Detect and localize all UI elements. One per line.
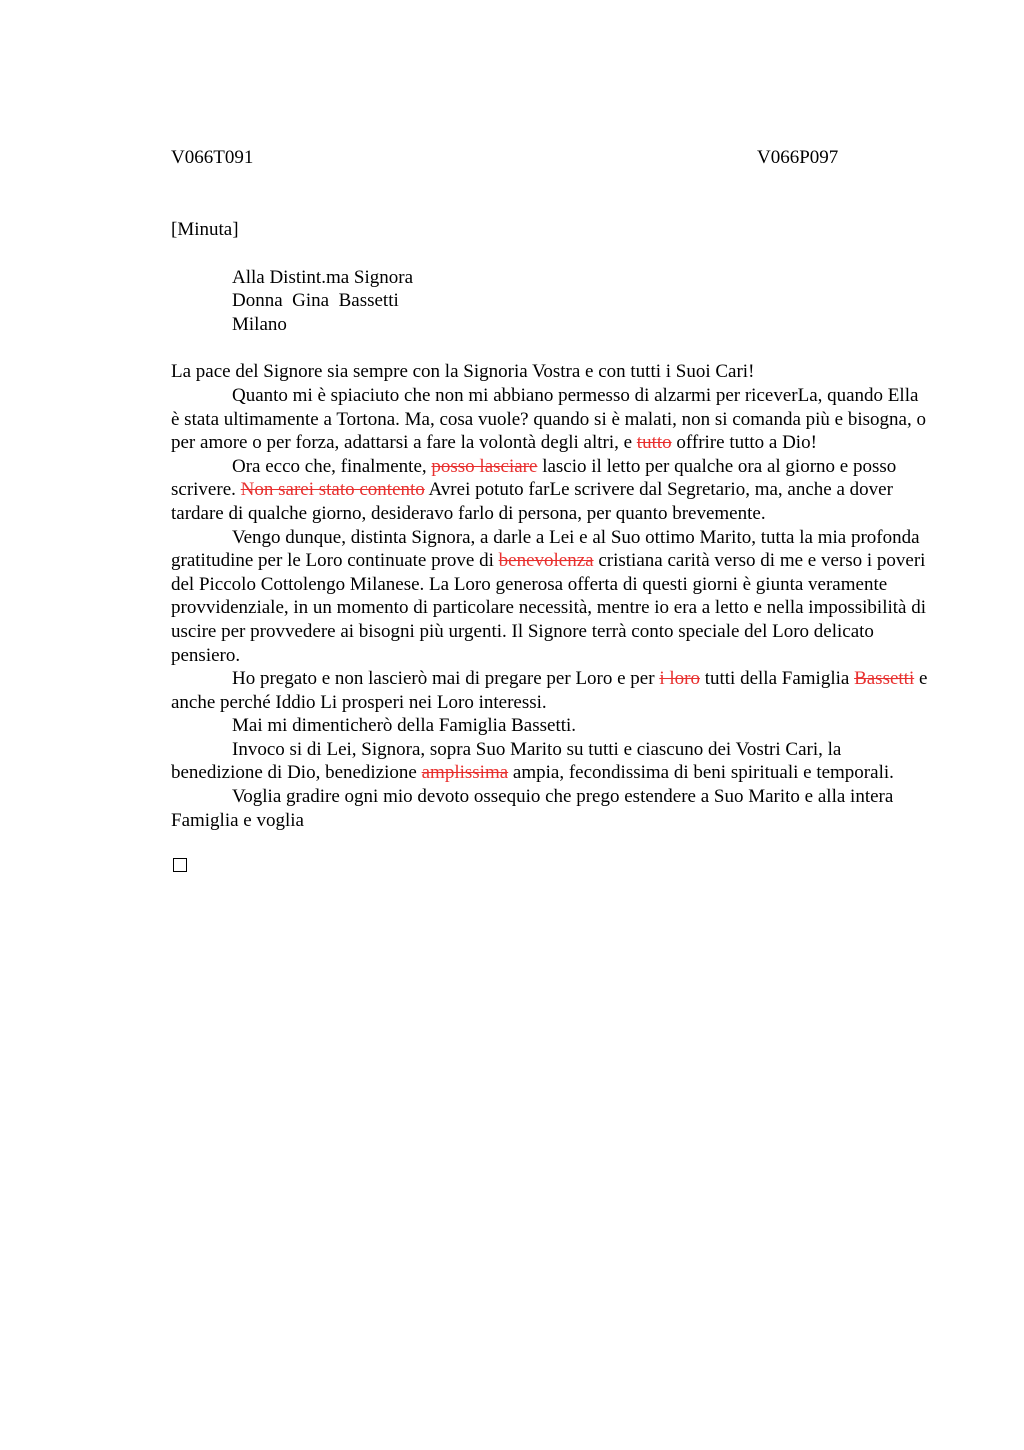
deletion-2: posso lasciare — [431, 455, 538, 477]
paragraph-6 — [171, 738, 931, 785]
paragraph-5: Mai mi dimenticherò della Famiglia Bassetti. — [232, 715, 577, 737]
paragraph-1 — [171, 384, 931, 455]
paragraph-3 — [171, 526, 931, 668]
deletion-7: amplissima — [421, 762, 509, 784]
deletion-4: benevolenza — [498, 550, 594, 572]
deletion-5: i loro — [659, 668, 700, 690]
paragraph-3-text-2: cristiana carità verso di me e verso i poveri del Piccolo Cottolengo Milanese. La Loro generosa offerta di questi giorni è giunta veramente provvidenziale, in un momento di particolare necessità, mentre io era a letto e nella impossibilità di uscire per provvedere ai bisogni più urgenti. Il Signore terrà conto speciale del Loro delicato pensiero. — [171, 550, 927, 666]
paragraph-2-text: Ora ecco che, finalmente, — [232, 455, 432, 477]
paragraph-4 — [171, 667, 931, 714]
recipient-address — [171, 266, 931, 337]
document-code-right: V066P097 — [757, 147, 839, 168]
greeting: La pace del Signore sia sempre con la Signoria Vostra e con tutti i Suoi Cari! — [171, 361, 755, 383]
paragraph-2-text-3: Avrei potuto farLe scrivere dal Segretario, ma, anche a dover tardare di qualche giorno, desideravo farlo di persona, per quanto brevemente. — [171, 479, 893, 524]
paragraph-1-text: Quanto mi è spiaciuto che non mi abbiano permesso di alzarmi per riceverLa, quando Ella è stata ultimamente a Tortona. Ma, cosa vuole? quando si è malati, non si comanda più e bisogna, o per amore o per forza, adattarsi a fare la volontà degli altri, e — [171, 384, 926, 454]
letter-page — [171, 146, 931, 872]
paragraph-1-text-2: offrire tutto a Dio! — [671, 432, 817, 454]
paragraph-2-text-2: lascio il letto per qualche ora al giorno e posso scrivere. — [171, 455, 897, 501]
paragraph-6-text-2: ampia, fecondissima di beni spirituali e temporali. — [508, 762, 894, 784]
paragraph-2 — [171, 455, 931, 526]
paragraph-4-text: Ho pregato e non lascierò mai di pregare per Loro e per — [232, 668, 660, 690]
deletion-3: Non sarei stato contento — [240, 479, 425, 501]
end-marker-box — [173, 858, 187, 872]
address-line-1: Alla Distint.ma Signora — [232, 266, 414, 288]
address-line-2: Donna Gina Bassetti — [232, 290, 399, 312]
paragraph-7: Voglia gradire ogni mio devoto ossequio che prego estendere a Suo Marito e alla intera Famiglia e voglia — [171, 786, 894, 831]
deletion-6: Bassetti — [854, 668, 915, 690]
document-codes — [171, 146, 931, 170]
paragraph-4-text-3: e anche perché Iddio Li prosperi nei Loro interessi. — [171, 668, 928, 713]
paragraph-4-text-2: tutti della Famiglia — [699, 668, 855, 690]
paragraph-6-text: Invoco si di Lei, Signora, sopra Suo Marito su tutti e ciascuno dei Vostri Cari, la benedizione di Dio, benedizione — [171, 738, 842, 784]
deletion-1: tutto — [636, 432, 672, 454]
document-code-left: V066T091 — [171, 147, 254, 168]
address-line-3: Milano — [232, 313, 287, 335]
paragraph-3-text: Vengo dunque, distinta Signora, a darle a Lei e al Suo ottimo Marito, tutta la mia profonda gratitudine per le Loro continuate prove di — [171, 526, 920, 572]
draft-label: [Minuta] — [171, 219, 239, 240]
letter-body — [171, 360, 931, 832]
